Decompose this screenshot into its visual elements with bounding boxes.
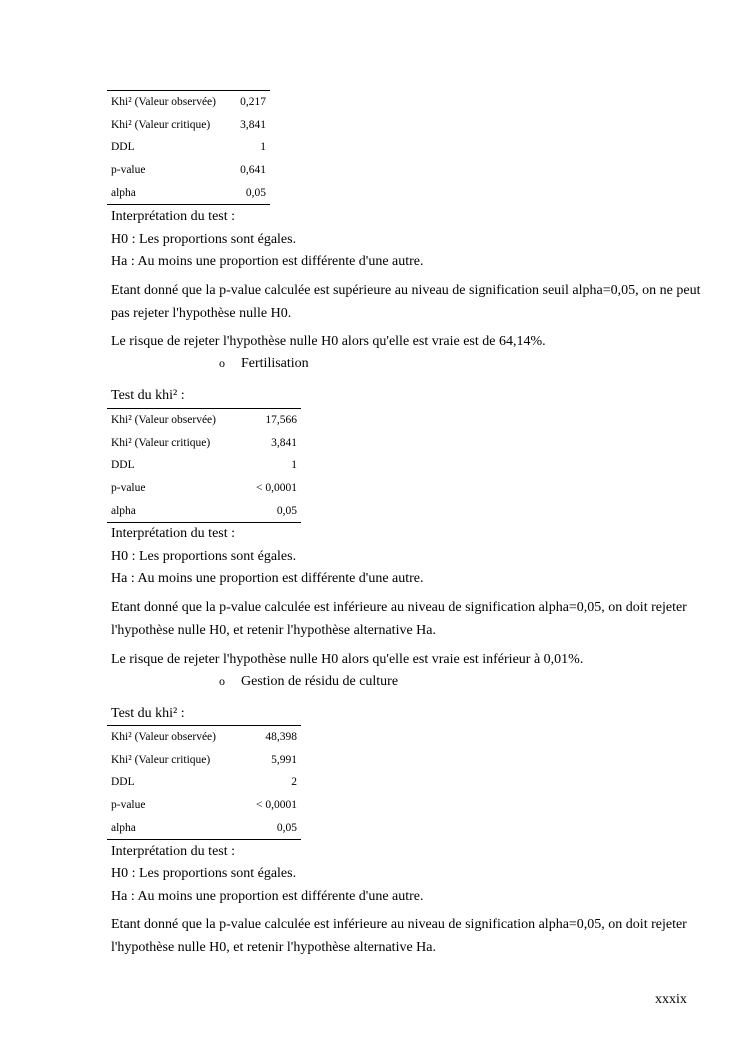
- row-value: 0,05: [232, 181, 270, 204]
- row-value: 3,841: [240, 118, 266, 131]
- table-row: [107, 91, 270, 114]
- row-value: 1: [260, 141, 266, 154]
- conclusion-paragraph: Etant donné que la p-value calculée est supérieure au niveau de signification seuil alpha=0,05, on ne peut pas rejeter l'hypothèse nulle H0.: [111, 283, 701, 321]
- row-value: 0,05: [242, 816, 301, 839]
- table-row: [107, 114, 270, 137]
- table-row: [107, 159, 270, 182]
- row-value: 17,566: [242, 409, 301, 432]
- section-heading-label: Fertilisation: [241, 356, 309, 371]
- row-label: p-value: [111, 164, 146, 177]
- table-row: [107, 794, 301, 817]
- interpretation-title: Interprétation du test :: [111, 844, 236, 859]
- row-label: DDL: [111, 459, 135, 472]
- row-label: alpha: [107, 181, 232, 204]
- row-label: Khi² (Valeur critique): [111, 436, 211, 449]
- section-heading-label: Gestion de résidu de culture: [241, 674, 399, 689]
- table-row: [107, 432, 301, 455]
- row-label: Khi² (Valeur critique): [111, 753, 211, 766]
- row-value: 2: [291, 776, 297, 789]
- risk-statement: Le risque de rejeter l'hypothèse nulle H0 alors qu'elle est vraie est de 64,14%.: [111, 334, 546, 349]
- chi2-table-1: [107, 90, 270, 205]
- table-row: [107, 454, 301, 477]
- row-value: 3,841: [271, 436, 297, 449]
- row-value: 0,05: [242, 499, 301, 522]
- table-row: [107, 816, 301, 839]
- hypothesis-ha: Ha : Au moins une proportion est différente d'une autre.: [111, 254, 424, 269]
- hypothesis-ha: Ha : Au moins une proportion est différente d'une autre.: [111, 571, 424, 586]
- row-value: < 0,0001: [256, 482, 297, 495]
- table-row: [107, 499, 301, 522]
- row-label: p-value: [111, 482, 146, 495]
- row-value: 0,217: [232, 91, 270, 114]
- conclusion-paragraph: Etant donné que la p-value calculée est inférieure au niveau de signification alpha=0,05, on doit rejeter l'hypothèse nulle H0, et retenir l'hypothèse alternative Ha.: [111, 600, 687, 638]
- table-row: [107, 409, 301, 432]
- hypothesis-h0: H0 : Les proportions sont égales.: [111, 232, 297, 247]
- interpretation-title: Interprétation du test :: [111, 209, 236, 224]
- row-label: Khi² (Valeur observée): [107, 409, 242, 432]
- row-label: Khi² (Valeur observée): [107, 91, 232, 114]
- page-number: xxxix: [655, 992, 687, 1007]
- conclusion-paragraph: Etant donné que la p-value calculée est inférieure au niveau de signification alpha=0,05, on doit rejeter l'hypothèse nulle H0, et retenir l'hypothèse alternative Ha.: [111, 917, 687, 955]
- row-value: < 0,0001: [256, 799, 297, 812]
- row-value: 0,641: [240, 164, 266, 177]
- test-title: Test du khi² :: [111, 388, 185, 403]
- row-value: 48,398: [242, 726, 301, 749]
- hypothesis-ha: Ha : Au moins une proportion est différente d'une autre.: [111, 889, 424, 904]
- chi2-table-fertilisation: [107, 408, 301, 523]
- table-row: [107, 726, 301, 749]
- row-label: Khi² (Valeur critique): [111, 118, 211, 131]
- row-value: 5,991: [271, 753, 297, 766]
- row-value: 1: [291, 459, 297, 472]
- row-label: DDL: [111, 141, 135, 154]
- table-row: [107, 181, 270, 204]
- row-label: DDL: [111, 776, 135, 789]
- interpretation-title: Interprétation du test :: [111, 526, 236, 541]
- bullet-circle-icon: o: [219, 674, 225, 688]
- hypothesis-h0: H0 : Les proportions sont égales.: [111, 549, 297, 564]
- row-label: Khi² (Valeur observée): [107, 726, 242, 749]
- row-label: alpha: [107, 816, 242, 839]
- row-label: p-value: [111, 799, 146, 812]
- risk-statement: Le risque de rejeter l'hypothèse nulle H0 alors qu'elle est vraie est inférieur à 0,01%.: [111, 652, 584, 667]
- table-row: [107, 136, 270, 159]
- chi2-table-residue: [107, 725, 301, 840]
- table-row: [107, 477, 301, 500]
- section-heading-fertilisation: [219, 355, 309, 372]
- bullet-circle-icon: o: [219, 356, 225, 370]
- table-row: [107, 771, 301, 794]
- hypothesis-h0: H0 : Les proportions sont égales.: [111, 866, 297, 881]
- section-heading-residue-management: [219, 673, 398, 690]
- table-row: [107, 749, 301, 772]
- row-label: alpha: [107, 499, 242, 522]
- test-title: Test du khi² :: [111, 706, 185, 721]
